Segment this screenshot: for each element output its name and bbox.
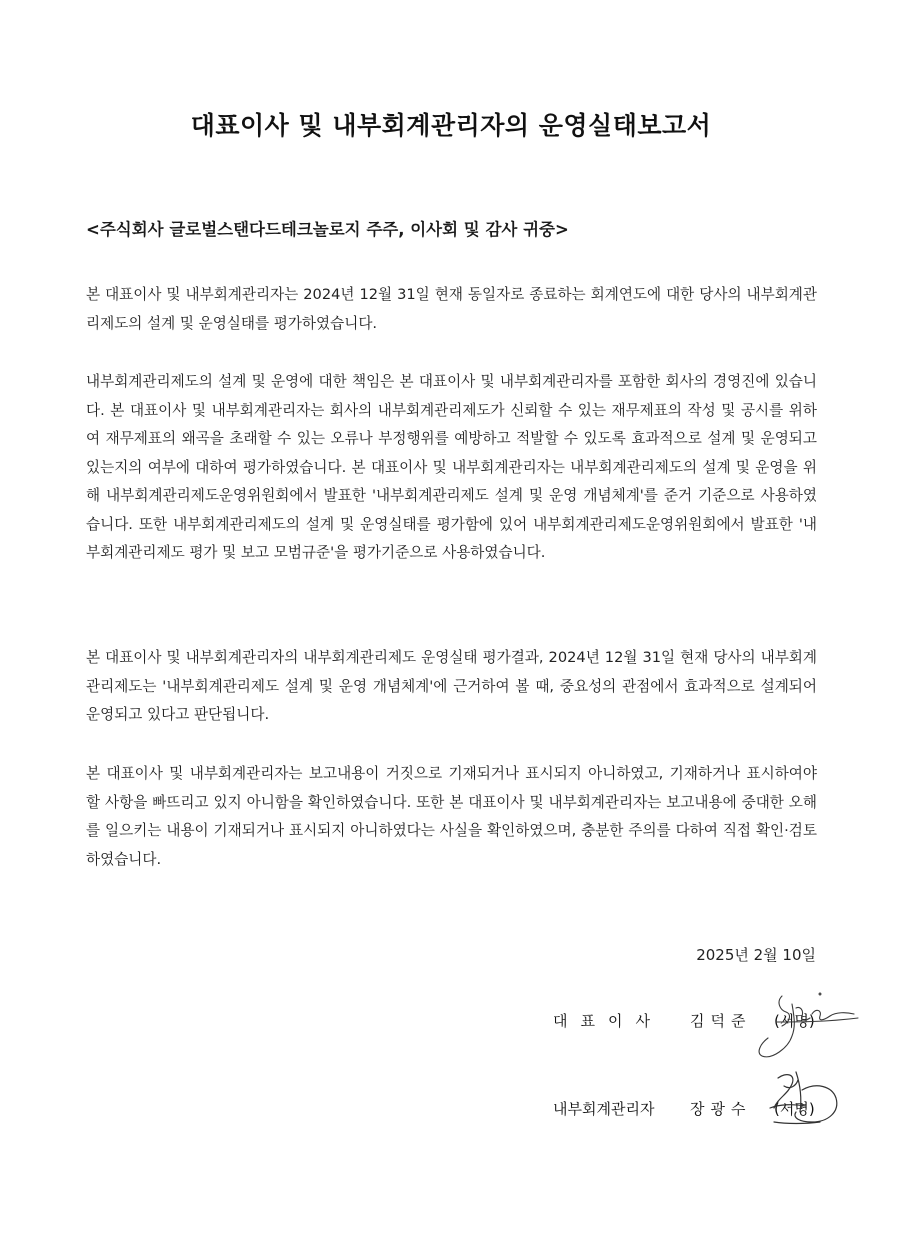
signature-placeholder: (서명) bbox=[774, 1100, 815, 1118]
signatory-name: 장광수 bbox=[690, 1100, 752, 1118]
addressee-line: <주식회사 글로벌스탠다드테크놀로지 주주, 이사회 및 감사 귀중> bbox=[86, 220, 569, 239]
signature-placeholder: (서명) bbox=[774, 1012, 815, 1030]
signatory-role: 대표이사 bbox=[553, 1012, 663, 1030]
signatory-name: 김덕준 bbox=[690, 1012, 752, 1030]
paragraph-responsibility: 내부회계관리제도의 설계 및 운영에 대한 책임은 본 대표이사 및 내부회계관리자를 포함한 회사의 경영진에 있습니다. 본 대표이사 및 내부회계관리자는 회사의 내부회계관리제도가 신뢰할 수 있는 재무제표의 작성 및 공시를 위하여 재무제표의 왜곡을 초래할 수 있는 오류나 부정행위를 예방하고 적발할 수 있도록 효과적으로 설계 및 운영되고 있는지의 여부에 대하여 평가하였습니다. 본 대표이사 및 내부회계관리자는 내부회계관리제도의 설계 및 운영을 위해 내부회계관리제도운영위원회에서 발표한 '내부회계관리제도 설계 및 운영 개념체계'를 준거 기준으로 사용하였습니다. 또한 내부회계관리제도의 설계 및 운영실태를 평가함에 있어 내부회계관리제도운영위원회에서 발표한 '내부회계관리제도 평가 및 보고 모범규준'을 평가기준으로 사용하였습니다. bbox=[86, 373, 817, 561]
signatory-role: 내부회계관리자 bbox=[553, 1100, 655, 1118]
paragraph-conclusion: 본 대표이사 및 내부회계관리자의 내부회계관리제도 운영실태 평가결과, 2024년 12월 31일 현재 당사의 내부회계관리제도는 '내부회계관리제도 설계 및 운영 개념체계'에 근거하여 볼 때, 중요성의 관점에서 효과적으로 설계되어 운영되고 있다고 판단됩니다. bbox=[86, 649, 817, 723]
document-title: 대표이사 및 내부회계관리자의 운영실태보고서 bbox=[190, 111, 712, 140]
signatory-ceo bbox=[0, 1006, 902, 1036]
report-date: 2025년 2월 10일 bbox=[696, 946, 816, 964]
paragraph-scope: 본 대표이사 및 내부회계관리자는 2024년 12월 31일 현재 동일자로 종료하는 회계연도에 대한 당사의 내부회계관리제도의 설계 및 운영실태를 평가하였습니다. bbox=[86, 286, 817, 332]
signatory-internal-accounting-manager bbox=[0, 1094, 902, 1124]
paragraph-confirmation: 본 대표이사 및 내부회계관리자는 보고내용이 거짓으로 기재되거나 표시되지 아니하였고, 기재하거나 표시하여야 할 사항을 빠뜨리고 있지 아니함을 확인하였습니다. 또한 본 대표이사 및 내부회계관리자는 보고내용에 중대한 오해를 일으키는 내용이 기재되거나 표시되지 아니하였다는 사실을 확인하였으며, 충분한 주의를 다하여 직접 확인·검토하였습니다. bbox=[86, 765, 817, 868]
